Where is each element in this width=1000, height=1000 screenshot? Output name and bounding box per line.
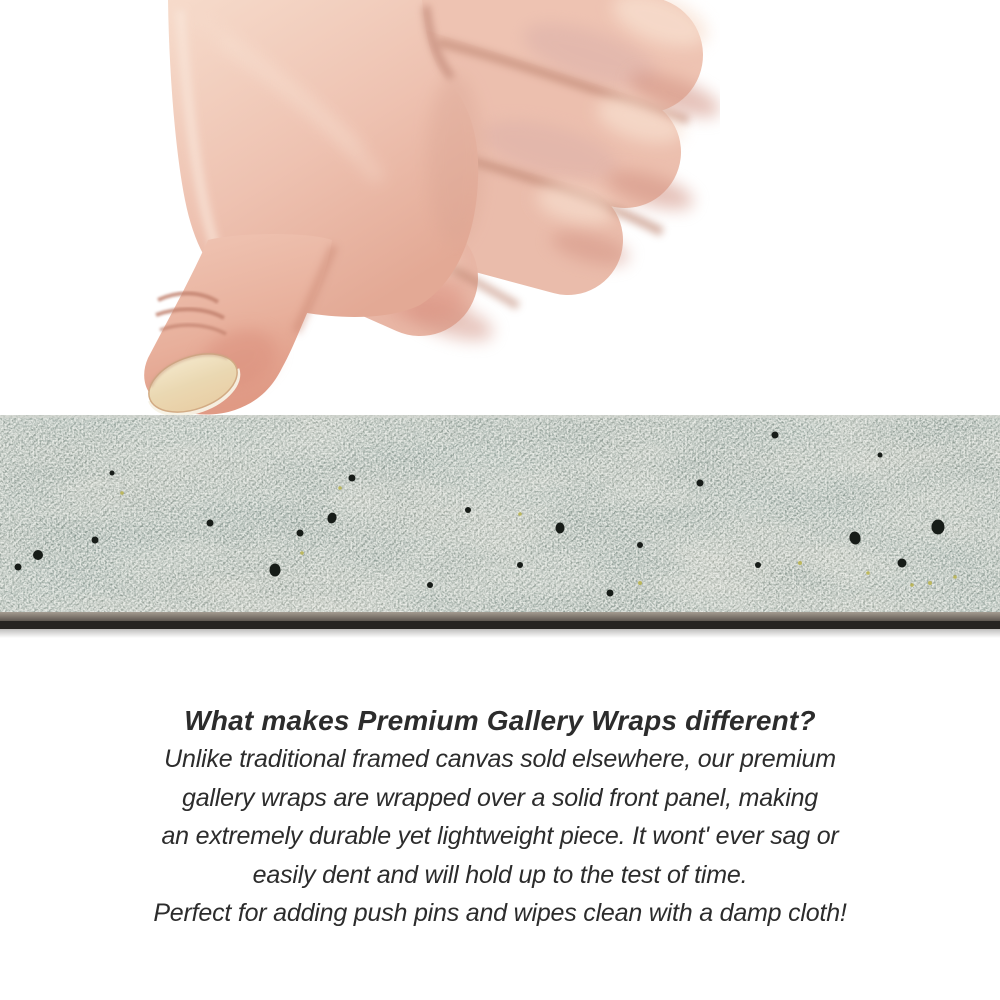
canvas-drop-shadow	[0, 629, 1000, 638]
info-line-1: Unlike traditional framed canvas sold elsewhere, our premium	[164, 745, 836, 773]
canvas-edge-photo	[0, 415, 1000, 629]
thumb	[141, 234, 334, 420]
info-line-3: an extremely durable yet lightweight piece. It wont' ever sag or	[161, 822, 839, 850]
info-text-block	[0, 701, 1000, 933]
info-line-2: gallery wraps are wrapped over a solid front panel, making	[182, 783, 818, 812]
info-heading: What makes Premium Gallery Wraps different?	[184, 705, 816, 736]
panel-side-edge	[0, 612, 1000, 629]
canvas-weave-texture	[0, 415, 1000, 614]
hand-photo	[120, 0, 720, 420]
info-line-5: Perfect for adding push pins and wipes clean with a damp cloth!	[153, 899, 847, 927]
info-line-4: easily dent and will hold up to the test of time.	[252, 860, 748, 889]
